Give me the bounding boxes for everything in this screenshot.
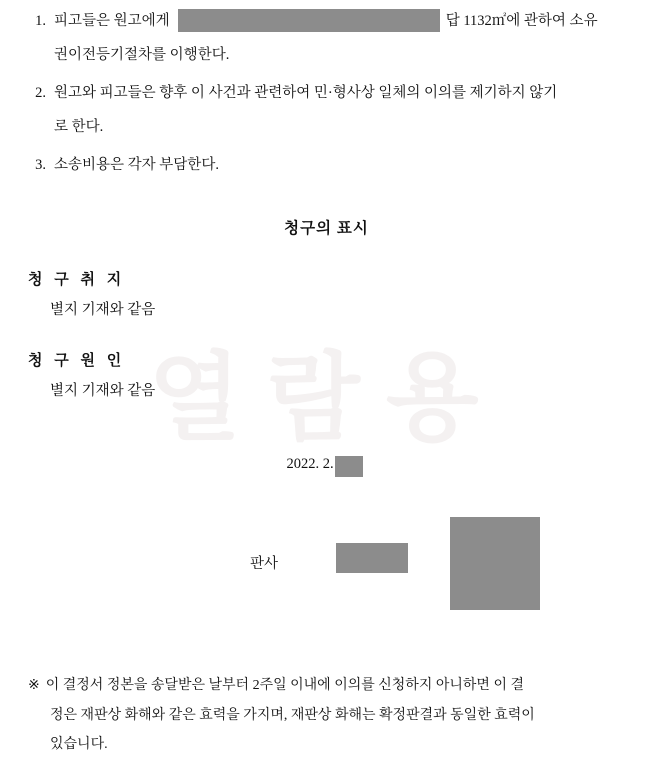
clause-number: 3. <box>35 157 46 174</box>
claim-cause-text: 별지 기재와 같음 <box>50 383 156 400</box>
clause-line: 소송비용은 각자 부담한다. <box>54 157 219 174</box>
clause-number: 1. <box>35 13 46 29</box>
clause-body <box>54 4 625 72</box>
clause-line: 로 한다. <box>54 119 104 136</box>
clause-text-before: 피고들은 원고에게 <box>54 13 170 29</box>
redacted-block-seal <box>450 517 540 610</box>
clause-line <box>54 4 625 38</box>
claim-purport-label: 청 구 취 지 <box>28 272 126 289</box>
document-content <box>28 0 625 760</box>
document-date <box>28 456 625 473</box>
redacted-block-parcel <box>178 9 440 32</box>
claim-purport-text: 별지 기재와 같음 <box>50 302 156 319</box>
signature-block <box>28 523 625 619</box>
footnote <box>28 671 625 759</box>
footnote-line-2: 정은 재판상 화해와 같은 효력을 가지며, 재판상 화해는 확정판결과 동일한 효력이 <box>50 707 535 723</box>
clause-item <box>28 0 625 72</box>
clause-body <box>54 148 625 182</box>
section-title-claim: 청구의 표시 <box>284 220 369 238</box>
clause-text-after: 답 1132㎡에 관하여 소유 <box>445 13 598 29</box>
footnote-mark: ※ <box>28 678 40 694</box>
footnote-line-3: 있습니다. <box>50 737 108 753</box>
redacted-block-day <box>335 456 363 477</box>
clause-number: 2. <box>35 85 46 102</box>
watermark-text: 열람용 <box>148 345 505 452</box>
clause-item <box>28 144 625 182</box>
redacted-block-judge-name <box>336 543 408 573</box>
clause-line: 원고와 피고들은 향후 이 사건과 관련하여 민·형사상 일체의 이의를 제기하지 않기 <box>54 85 558 102</box>
footnote-line-1: 이 결정서 정본을 송달받은 날부터 2주일 이내에 이의를 신청하지 아니하면 이 결 <box>45 678 525 694</box>
clause-line: 권이전등기절차를 이행한다. <box>54 47 230 64</box>
claim-cause-label: 청 구 원 인 <box>28 353 126 370</box>
date-text: 2022. 2. <box>286 456 334 473</box>
clause-body <box>54 76 625 144</box>
clause-item <box>28 72 625 144</box>
judge-role-label: 판사 <box>250 556 279 573</box>
